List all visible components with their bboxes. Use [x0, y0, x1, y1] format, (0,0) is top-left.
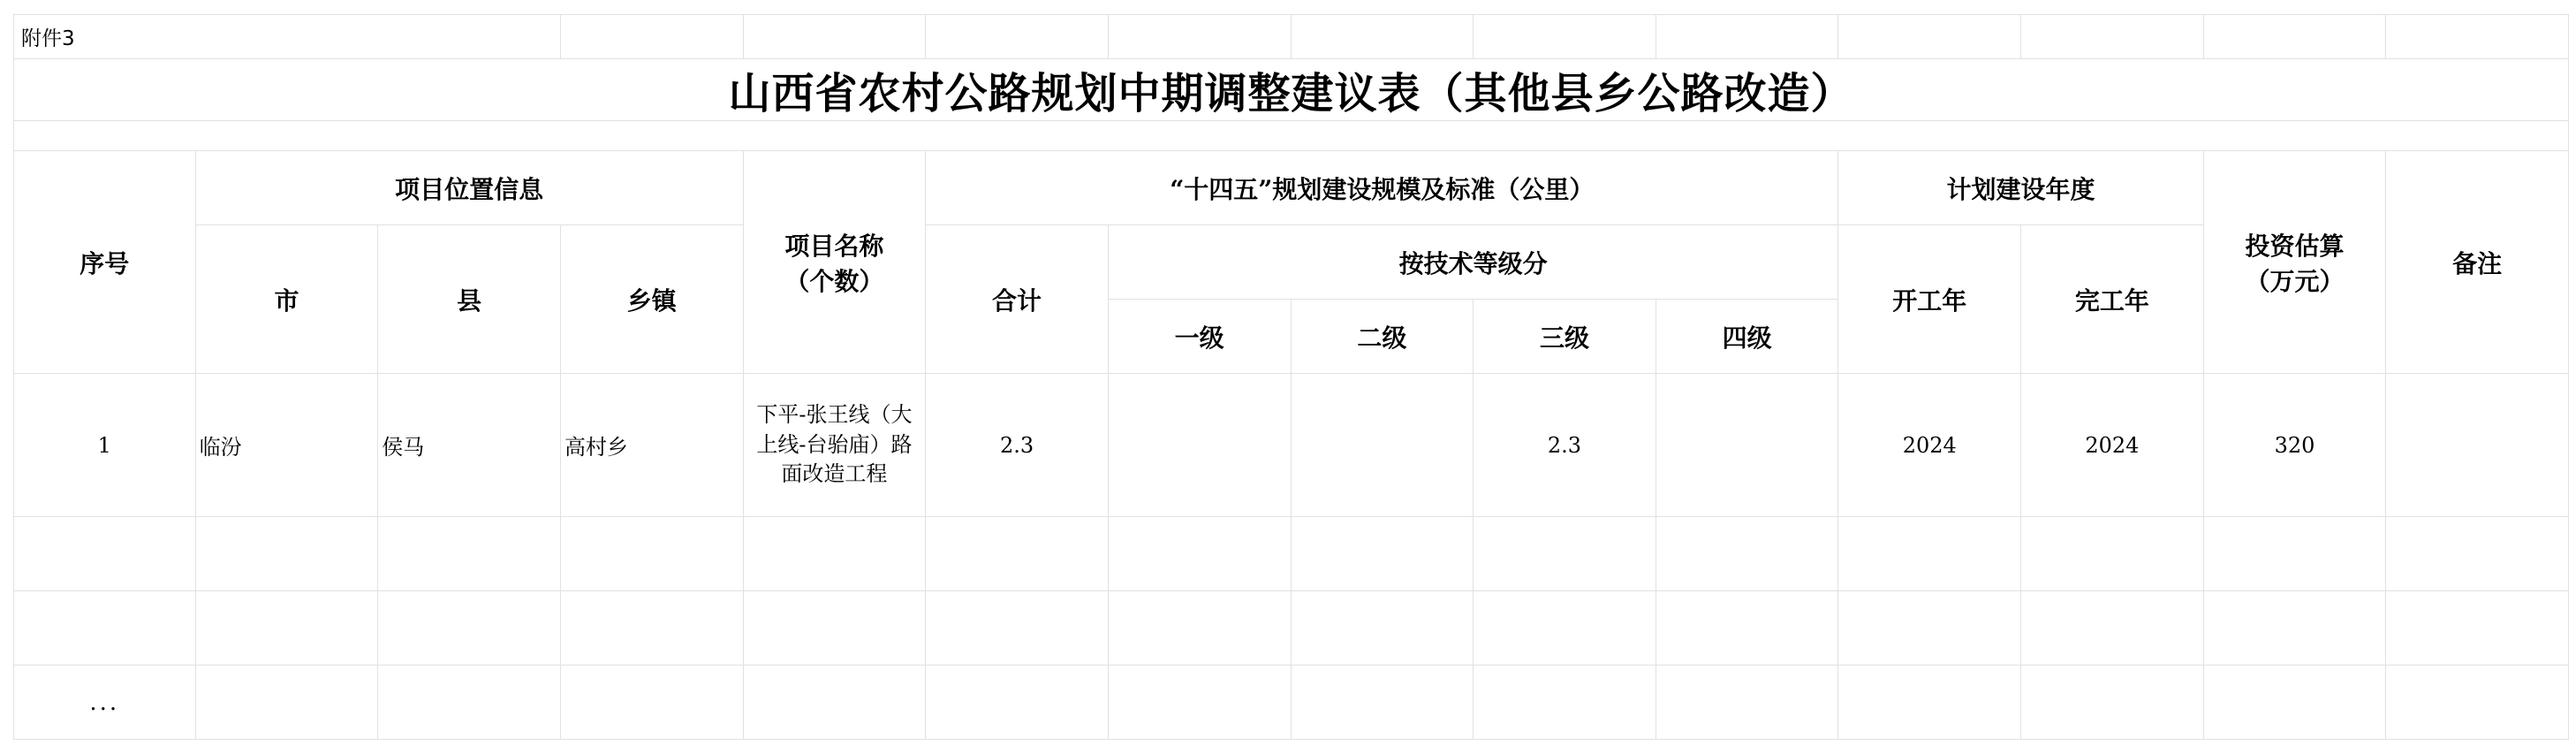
empty-cell[interactable]: [1838, 591, 2021, 666]
cell-project-name[interactable]: [743, 374, 926, 517]
page-title[interactable]: 山西省农村公路规划中期调整建议表（其他县乡公路改造）: [14, 59, 2569, 121]
header-finish-year[interactable]: 完工年: [2021, 225, 2204, 374]
blank-row[interactable]: [14, 121, 2569, 151]
header-project-name-line1: 项目名称: [784, 231, 884, 261]
header-town[interactable]: 乡镇: [560, 225, 743, 374]
spreadsheet-table: [13, 14, 2569, 740]
empty-cell[interactable]: [1291, 517, 1474, 591]
header-city[interactable]: 市: [195, 225, 378, 374]
cell-grade3[interactable]: 2.3: [1474, 374, 1656, 517]
empty-cell[interactable]: [743, 517, 926, 591]
empty-cell[interactable]: [1838, 666, 2021, 740]
empty-cell[interactable]: [743, 591, 926, 666]
empty-cell[interactable]: [560, 666, 743, 740]
header-start-year[interactable]: 开工年: [1838, 225, 2021, 374]
cell-seq[interactable]: 1: [14, 374, 196, 517]
empty-cell[interactable]: [743, 15, 926, 59]
cell-grade1[interactable]: [1108, 374, 1291, 517]
cell-city[interactable]: 临汾: [195, 374, 378, 517]
cell-county[interactable]: 侯马: [378, 374, 561, 517]
header-project-name[interactable]: [743, 151, 926, 374]
header-county[interactable]: 县: [378, 225, 561, 374]
header-project-name-line2: （个数）: [784, 266, 884, 296]
header-year-group[interactable]: 计划建设年度: [1838, 151, 2203, 225]
empty-cell[interactable]: [1108, 15, 1291, 59]
empty-cell[interactable]: [2021, 591, 2204, 666]
empty-cell[interactable]: [1474, 517, 1656, 591]
empty-cell[interactable]: [1291, 15, 1474, 59]
empty-cell[interactable]: [2021, 666, 2204, 740]
empty-cell[interactable]: [1291, 666, 1474, 740]
cell-grade4[interactable]: [1655, 374, 1838, 517]
header-scale-group[interactable]: “十四五”规划建设规模及标准（公里）: [926, 151, 1838, 225]
empty-cell[interactable]: [926, 666, 1109, 740]
table-row: [14, 666, 2569, 740]
header-grade3[interactable]: 三级: [1474, 300, 1656, 374]
table-row: [14, 517, 2569, 591]
empty-cell[interactable]: [1838, 15, 2021, 59]
cell-investment[interactable]: 320: [2203, 374, 2386, 517]
empty-cell[interactable]: [378, 666, 561, 740]
cell-finish-year[interactable]: 2024: [2021, 374, 2204, 517]
cell-grade2[interactable]: [1291, 374, 1474, 517]
empty-cell[interactable]: [1474, 15, 1656, 59]
empty-cell[interactable]: [195, 591, 378, 666]
empty-cell[interactable]: [926, 15, 1109, 59]
empty-cell[interactable]: [1655, 517, 1838, 591]
empty-cell[interactable]: [1291, 591, 1474, 666]
header-investment-line1: 投资估算: [2245, 231, 2345, 261]
table-row: [14, 591, 2569, 666]
header-location-group[interactable]: 项目位置信息: [195, 151, 743, 225]
empty-cell[interactable]: [195, 517, 378, 591]
header-grade4[interactable]: 四级: [1655, 300, 1838, 374]
empty-cell[interactable]: [1474, 666, 1656, 740]
empty-cell[interactable]: [743, 666, 926, 740]
empty-cell[interactable]: [2386, 591, 2569, 666]
empty-cell[interactable]: [1108, 591, 1291, 666]
empty-cell[interactable]: [1655, 591, 1838, 666]
header-investment[interactable]: [2203, 151, 2386, 374]
empty-cell[interactable]: [14, 591, 196, 666]
table-row: [14, 374, 2569, 517]
empty-cell[interactable]: [1838, 517, 2021, 591]
attachment-label[interactable]: 附件3: [14, 15, 561, 59]
cell-town[interactable]: 高村乡: [560, 374, 743, 517]
empty-cell[interactable]: [2386, 15, 2569, 59]
empty-cell[interactable]: [195, 666, 378, 740]
cell-total[interactable]: 2.3: [926, 374, 1109, 517]
empty-cell[interactable]: [2386, 517, 2569, 591]
empty-cell[interactable]: [2386, 666, 2569, 740]
empty-cell[interactable]: [1108, 666, 1291, 740]
header-seq[interactable]: 序号: [14, 151, 196, 374]
empty-cell[interactable]: [2203, 517, 2386, 591]
empty-cell[interactable]: [560, 591, 743, 666]
header-total[interactable]: 合计: [926, 225, 1109, 374]
empty-cell[interactable]: [560, 15, 743, 59]
empty-cell[interactable]: [926, 517, 1109, 591]
header-tech-grade-group[interactable]: 按技术等级分: [1108, 225, 1838, 300]
header-grade1[interactable]: 一级: [1108, 300, 1291, 374]
empty-cell[interactable]: [926, 591, 1109, 666]
header-investment-line2: （万元）: [2245, 266, 2345, 296]
empty-cell[interactable]: [2021, 15, 2204, 59]
empty-cell[interactable]: [560, 517, 743, 591]
empty-cell[interactable]: [2203, 666, 2386, 740]
empty-cell[interactable]: [378, 591, 561, 666]
cell-project-name-text: 下平-张王线（大上线-台骀庙）路面改造工程: [756, 402, 913, 487]
empty-cell[interactable]: [2203, 591, 2386, 666]
empty-cell[interactable]: [2203, 15, 2386, 59]
empty-cell[interactable]: [2021, 517, 2204, 591]
cell-start-year[interactable]: 2024: [1838, 374, 2021, 517]
empty-cell[interactable]: [1474, 591, 1656, 666]
header-remark[interactable]: 备注: [2386, 151, 2569, 374]
header-grade2[interactable]: 二级: [1291, 300, 1474, 374]
empty-cell[interactable]: [378, 517, 561, 591]
empty-cell[interactable]: [1655, 15, 1838, 59]
empty-cell[interactable]: [1108, 517, 1291, 591]
empty-cell[interactable]: [1655, 666, 1838, 740]
cell-ellipsis[interactable]: ...: [14, 666, 196, 740]
empty-cell[interactable]: [14, 517, 196, 591]
cell-remark[interactable]: [2386, 374, 2569, 517]
